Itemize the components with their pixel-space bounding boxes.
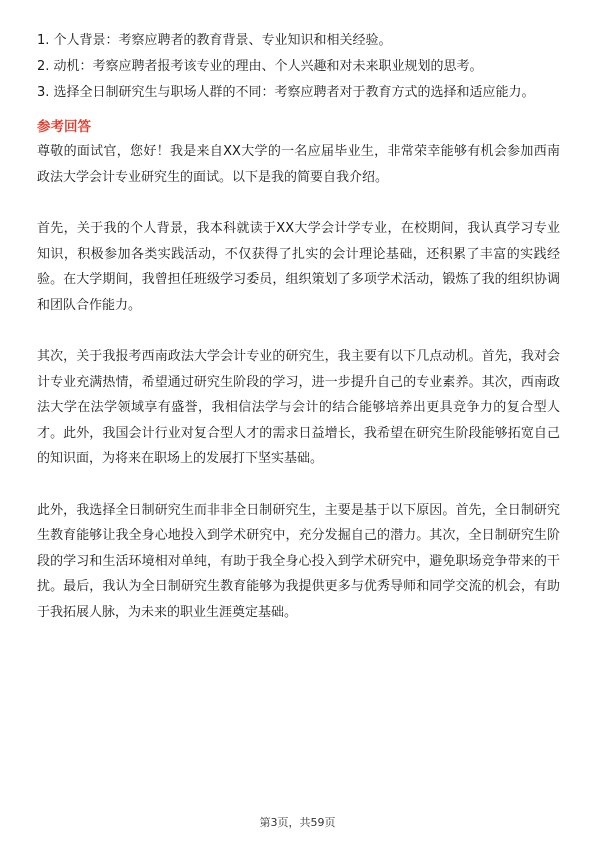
page-footer: 第3页，共59页 [259, 816, 336, 829]
intro-item-personal-background: 1. 个人背景：考察应聘者的教育背景、专业知识和相关经验。 [37, 33, 392, 48]
paragraph-greeting: 尊敬的面试官，您好！我是来自XX大学的一名应届毕业生，非常荣幸能够有机会参加西南政法大学会计专业研究生的面试。以下是我的简要自我介绍。 [37, 144, 560, 185]
paragraph-fulltime-reason: 此外，我选择全日制研究生而非非全日制研究生，主要是基于以下原因。首先，全日制研究生教育能够让我全身心地投入到学术研究中，充分发掘自己的潜力。其次，全日制研究生阶段的学习和生活环境相对单纯，有助于我全身心投入到学术研究中，避免职场竞争带来的干扰。最后，我认为全日制研究生教育能够为我提供更多与优秀导师和同学交流的机会，有助于我拓展人脉，为未来的职业生涯奠定基础。 [37, 502, 560, 620]
intro-item-fulltime-choice: 3. 选择全日制研究生与职场人群的不同：考察应聘者对于教育方式的选择和适应能力。 [37, 85, 535, 100]
paragraph-motivation: 其次，关于我报考西南政法大学会计专业的研究生，我主要有以下几点动机。首先，我对会计专业充满热情，希望通过研究生阶段的学习，进一步提升自己的专业素养。其次，西南政法大学在法学领域享有盛誉，我相信法学与会计的结合能够培养出更具竞争力的复合型人才。此外，我国会计行业对复合型人才的需求日益增长，我希望在研究生阶段能够拓宽自己的知识面，为将来在职场上的发展打下坚实基础。 [37, 349, 560, 466]
paragraph-personal-background: 首先，关于我的个人背景，我本科就读于XX大学会计学专业，在校期间，我认真学习专业知识，积极参加各类实践活动，不仅获得了扎实的会计理论基础，还积累了丰富的实践经验。在大学期间，我曾担任班级学习委员，组织策划了多项学术活动，锻炼了我的组织协调和团队合作能力。 [37, 221, 560, 313]
document-page [37, 28, 560, 651]
intro-item-motivation: 2. 动机：考察应聘者报考该专业的理由、个人兴趣和对未来职业规划的思考。 [37, 59, 483, 74]
intro-list [37, 28, 560, 105]
answer-heading: 参考回答 [37, 119, 91, 135]
